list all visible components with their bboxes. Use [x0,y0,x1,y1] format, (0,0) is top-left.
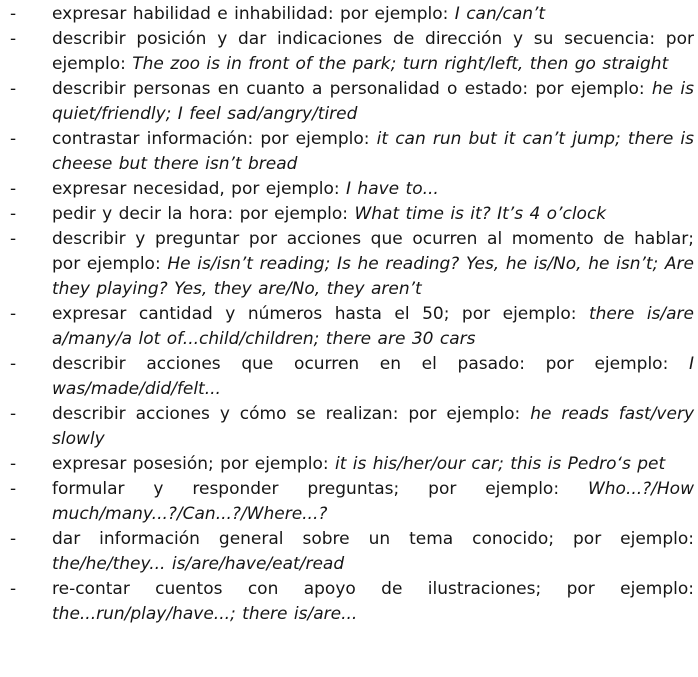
description-text: dar información general sobre un tema conocido; por ejemplo: [52,529,694,549]
example-text: the/he/they... is/are/have/eat/read [52,554,345,574]
list-item [0,127,694,177]
list-item [0,177,694,202]
item-content [52,77,694,127]
example-text: Who...?/How much/many...?/Can...?/Where...? [52,479,694,524]
item-content [52,352,694,402]
description-text: expresar necesidad, por ejemplo: [52,179,347,199]
example-text: it is his/her/our car; this is Pedro‘s pet [334,454,666,474]
list-item [0,477,694,527]
dash-marker: - [10,229,17,249]
example-text: he is quiet/friendly; I feel sad/angry/tired [52,79,694,124]
example-text: I have to... [346,179,439,199]
description-text: expresar habilidad e inhabilidad: por ejemplo: [52,4,455,24]
description-text: expresar cantidad y números hasta el 50; por ejemplo: [52,304,589,324]
list-item [0,577,694,627]
dash-marker: - [10,354,17,374]
dash-marker: - [10,79,17,99]
item-content [52,527,694,577]
dash-marker: - [10,404,17,424]
example-text: He is/isn’t reading; Is he reading? Yes, he is/No, he isn’t; Are they playing? Yes, they are/No, they aren’t [52,254,695,299]
list-item [0,27,694,77]
example-text: I can/can’t [454,4,546,24]
dash-marker: - [10,479,17,499]
dash-marker: - [10,29,17,49]
example-text: the...run/play/have...; there is/are... [52,604,358,624]
example-text: I was/made/did/felt... [52,354,694,399]
item-content [52,302,694,352]
item-content [52,2,694,27]
list-item [0,77,694,127]
description-text: describir acciones que ocurren en el pasado: por ejemplo: [52,354,689,374]
description-text: describir y preguntar por acciones que ocurren al momento de hablar; por ejemplo: [52,229,694,274]
item-content [52,202,694,227]
list-item [0,2,694,27]
list-item [0,202,694,227]
list-item [0,452,694,477]
item-content [52,477,694,527]
description-text: describir acciones y cómo se realizan: por ejemplo: [52,404,531,424]
list-item [0,527,694,577]
dash-marker: - [10,129,17,149]
dash-marker: - [10,529,17,549]
item-content [52,127,694,177]
list-item [0,302,694,352]
item-content [52,227,694,302]
competency-list [0,2,694,627]
description-text: formular y responder preguntas; por ejemplo: [52,479,588,499]
example-text: there is/are a/many/a lot of...child/children; there are 30 cars [52,304,694,349]
description-text: re-contar cuentos con apoyo de ilustraciones; por ejemplo: [52,579,694,599]
description-text: contrastar información: por ejemplo: [52,129,377,149]
dash-marker: - [10,4,17,24]
item-content [52,402,694,452]
example-text: he reads fast/very slowly [52,404,694,449]
list-item [0,352,694,402]
item-content [52,177,694,202]
description-text: describir personas en cuanto a personalidad o estado: por ejemplo: [52,79,652,99]
dash-marker: - [10,179,17,199]
dash-marker: - [10,454,17,474]
description-text: pedir y decir la hora: por ejemplo: [52,204,355,224]
dash-marker: - [10,579,17,599]
description-text: describir posición y dar indicaciones de dirección y su secuencia: por ejemplo: [52,29,694,74]
item-content [52,577,694,627]
dash-marker: - [10,304,17,324]
item-content [52,27,694,77]
list-item [0,227,694,302]
example-text: What time is it? It’s 4 o’clock [354,204,607,224]
dash-marker: - [10,204,17,224]
description-text: expresar posesión; por ejemplo: [52,454,335,474]
item-content [52,452,694,477]
list-item [0,402,694,452]
example-text: it can run but it can’t jump; there is cheese but there isn’t bread [52,129,694,174]
example-text: The zoo is in front of the park; turn right/left, then go straight [132,54,669,74]
